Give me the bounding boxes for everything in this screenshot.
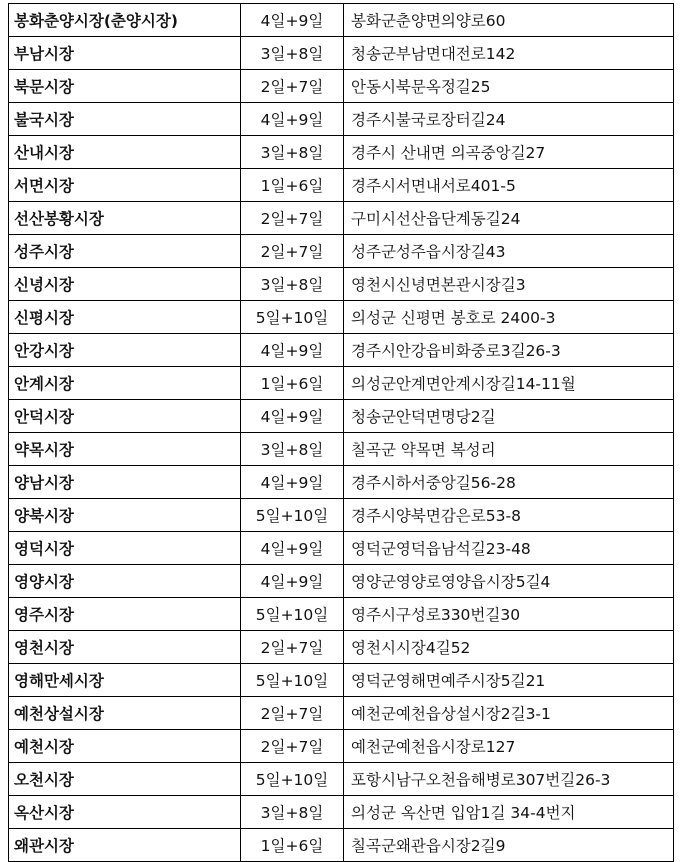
market-address-cell: 안동시북문옥정길25 [344,70,674,103]
table-row [9,499,674,532]
market-address-cell: 영덕군영덕읍남석길23-48 [344,532,674,565]
market-address-cell: 청송군부남면대전로142 [344,37,674,70]
market-address-cell: 칠곡군왜관읍시장2길9 [344,829,674,862]
market-name-cell: 안계시장 [9,367,241,400]
market-address-cell: 경주시서면내서로401-5 [344,169,674,202]
market-address-cell: 칠곡군 약목면 복성리 [344,433,674,466]
table-body [9,4,674,862]
table-row [9,697,674,730]
market-days-cell: 3일+8일 [241,136,344,169]
market-address-cell: 의성군 신평면 봉호로 2400-3 [344,301,674,334]
table-row [9,466,674,499]
market-name-cell: 양북시장 [9,499,241,532]
table-row [9,565,674,598]
table-row [9,334,674,367]
market-name-cell: 신평시장 [9,301,241,334]
market-days-cell: 1일+6일 [241,169,344,202]
market-name-cell: 예천상설시장 [9,697,241,730]
table-row [9,730,674,763]
market-address-cell: 청송군안덕면명당2길 [344,400,674,433]
table-row [9,664,674,697]
market-name-cell: 성주시장 [9,235,241,268]
market-days-cell: 5일+10일 [241,763,344,796]
market-name-cell: 안덕시장 [9,400,241,433]
market-days-cell: 3일+8일 [241,433,344,466]
market-name-cell: 양남시장 [9,466,241,499]
market-days-cell: 2일+7일 [241,202,344,235]
market-days-cell: 4일+9일 [241,565,344,598]
table-row [9,202,674,235]
table-row [9,70,674,103]
market-name-cell: 서면시장 [9,169,241,202]
market-name-cell: 안강시장 [9,334,241,367]
market-days-cell: 2일+7일 [241,730,344,763]
market-name-cell: 약목시장 [9,433,241,466]
table-row [9,268,674,301]
market-address-cell: 영천시시장4길52 [344,631,674,664]
market-days-cell: 1일+6일 [241,367,344,400]
market-days-cell: 4일+9일 [241,400,344,433]
market-address-cell: 경주시불국로장터길24 [344,103,674,136]
market-address-cell: 구미시선산읍단계동길24 [344,202,674,235]
market-address-cell: 경주시양북면감은로53-8 [344,499,674,532]
market-address-cell: 봉화군춘양면의양로60 [344,4,674,37]
table-row [9,433,674,466]
market-name-cell: 산내시장 [9,136,241,169]
market-address-cell: 경주시 산내면 의곡중앙길27 [344,136,674,169]
market-days-cell: 5일+10일 [241,301,344,334]
table-row [9,400,674,433]
market-name-cell: 왜관시장 [9,829,241,862]
table-row [9,4,674,37]
table-row [9,235,674,268]
market-address-cell: 경주시안강읍비화중로3길26-3 [344,334,674,367]
market-name-cell: 영주시장 [9,598,241,631]
market-name-cell: 불국시장 [9,103,241,136]
market-address-cell: 의성군안계면안계시장길14-11월 [344,367,674,400]
market-name-cell: 예천시장 [9,730,241,763]
market-address-cell: 예천군예천읍시장로127 [344,730,674,763]
table-row [9,598,674,631]
market-address-cell: 경주시하서중앙길56-28 [344,466,674,499]
market-days-cell: 2일+7일 [241,235,344,268]
market-days-cell: 4일+9일 [241,103,344,136]
market-days-cell: 4일+9일 [241,532,344,565]
market-name-cell: 영양시장 [9,565,241,598]
market-days-cell: 2일+7일 [241,697,344,730]
market-name-cell: 영천시장 [9,631,241,664]
table-row [9,532,674,565]
market-days-cell: 2일+7일 [241,70,344,103]
table-row [9,103,674,136]
market-table-container [8,3,673,862]
market-address-cell: 영천시신녕면본관시장길3 [344,268,674,301]
market-schedule-table [8,3,674,862]
market-name-cell: 부남시장 [9,37,241,70]
market-days-cell: 5일+10일 [241,598,344,631]
market-address-cell: 성주군성주읍시장길43 [344,235,674,268]
market-days-cell: 4일+9일 [241,334,344,367]
table-row [9,763,674,796]
table-row [9,796,674,829]
market-address-cell: 영양군영양로영양읍시장5길4 [344,565,674,598]
market-days-cell: 1일+6일 [241,829,344,862]
market-name-cell: 오천시장 [9,763,241,796]
market-days-cell: 4일+9일 [241,466,344,499]
market-name-cell: 옥산시장 [9,796,241,829]
market-name-cell: 영덕시장 [9,532,241,565]
market-name-cell: 신녕시장 [9,268,241,301]
table-row [9,169,674,202]
market-address-cell: 영주시구성로330번길30 [344,598,674,631]
market-days-cell: 2일+7일 [241,631,344,664]
table-row [9,301,674,334]
market-address-cell: 영덕군영해면예주시장5길21 [344,664,674,697]
market-address-cell: 의성군 옥산면 입암1길 34-4번지 [344,796,674,829]
market-name-cell: 봉화춘양시장(춘양시장) [9,4,241,37]
market-name-cell: 선산봉황시장 [9,202,241,235]
table-row [9,631,674,664]
market-days-cell: 4일+9일 [241,4,344,37]
market-days-cell: 5일+10일 [241,499,344,532]
market-days-cell: 3일+8일 [241,37,344,70]
market-days-cell: 3일+8일 [241,796,344,829]
market-days-cell: 5일+10일 [241,664,344,697]
table-row [9,37,674,70]
table-row [9,367,674,400]
market-address-cell: 예천군예천읍상설시장2길3-1 [344,697,674,730]
market-address-cell: 포항시남구오천읍해병로307번길26-3 [344,763,674,796]
market-name-cell: 북문시장 [9,70,241,103]
table-row [9,136,674,169]
market-days-cell: 3일+8일 [241,268,344,301]
market-name-cell: 영해만세시장 [9,664,241,697]
